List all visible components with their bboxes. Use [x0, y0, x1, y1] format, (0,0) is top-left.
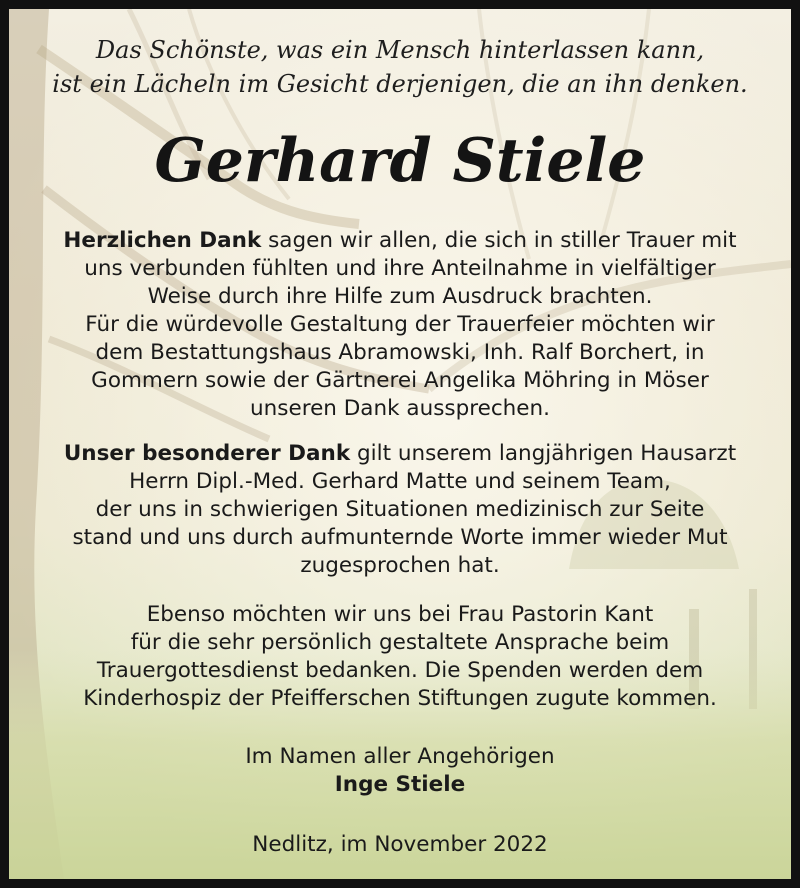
text-line: Herrn Dipl.-Med. Gerhard Matte und seinem Team,	[129, 469, 671, 494]
thanks-paragraph-2	[9, 440, 791, 580]
text-line: stand und uns durch aufmunternde Worte immer wieder Mut	[72, 525, 728, 550]
quote-line: Das Schönste, was ein Mensch hinterlassen kann,	[95, 36, 705, 64]
text-line: dem Bestattungshaus Abramowski, Inh. Ralf Borchert, in	[95, 340, 705, 365]
text-line: Für die würdevolle Gestaltung der Trauerfeier möchten wir	[85, 312, 715, 337]
signature-block	[9, 743, 791, 799]
signature-line: Im Namen aller Angehörigen	[245, 744, 555, 769]
text-line: der uns in schwierigen Situationen medizinisch zur Seite	[95, 497, 705, 522]
text-line: Trauergottesdienst bedanken. Die Spenden werden dem	[96, 658, 704, 683]
quote-line: ist ein Lächeln im Gesicht derjenigen, die an ihn denken.	[52, 70, 748, 98]
text-line: Ebenso möchten wir uns bei Frau Pastorin Kant	[146, 602, 654, 627]
thanks-lead: Unser besonderer Dank	[63, 441, 351, 466]
text-line: Gommern sowie der Gärtnerei Angelika Möhring in Möser	[91, 368, 709, 393]
text-line: uns verbunden fühlten und ihre Anteilnahme in vielfältiger	[84, 256, 716, 281]
memorial-quote	[9, 33, 791, 101]
thanks-paragraph-1	[9, 227, 791, 423]
text-line: Kinderhospiz der Pfeifferschen Stiftungen zugute kommen.	[83, 686, 717, 711]
thanks-lead: Herzlichen Dank	[63, 228, 262, 253]
text-line: sagen wir allen, die sich in stiller Trauer mit	[261, 228, 737, 253]
text-line: zugesprochen hat.	[300, 553, 500, 578]
text-line: Weise durch ihre Hilfe zum Ausdruck brachten.	[147, 284, 653, 309]
deceased-name: Gerhard Stiele	[154, 126, 646, 196]
place-date: Nedlitz, im November 2022	[252, 832, 548, 857]
thanks-paragraph-3	[9, 601, 791, 713]
text-line: gilt unserem langjährigen Hausarzt	[350, 441, 737, 466]
signature-name: Inge Stiele	[334, 772, 466, 797]
text-line: unseren Dank aussprechen.	[250, 396, 550, 421]
text-line: für die sehr persönlich gestaltete Ansprache beim	[130, 630, 670, 655]
